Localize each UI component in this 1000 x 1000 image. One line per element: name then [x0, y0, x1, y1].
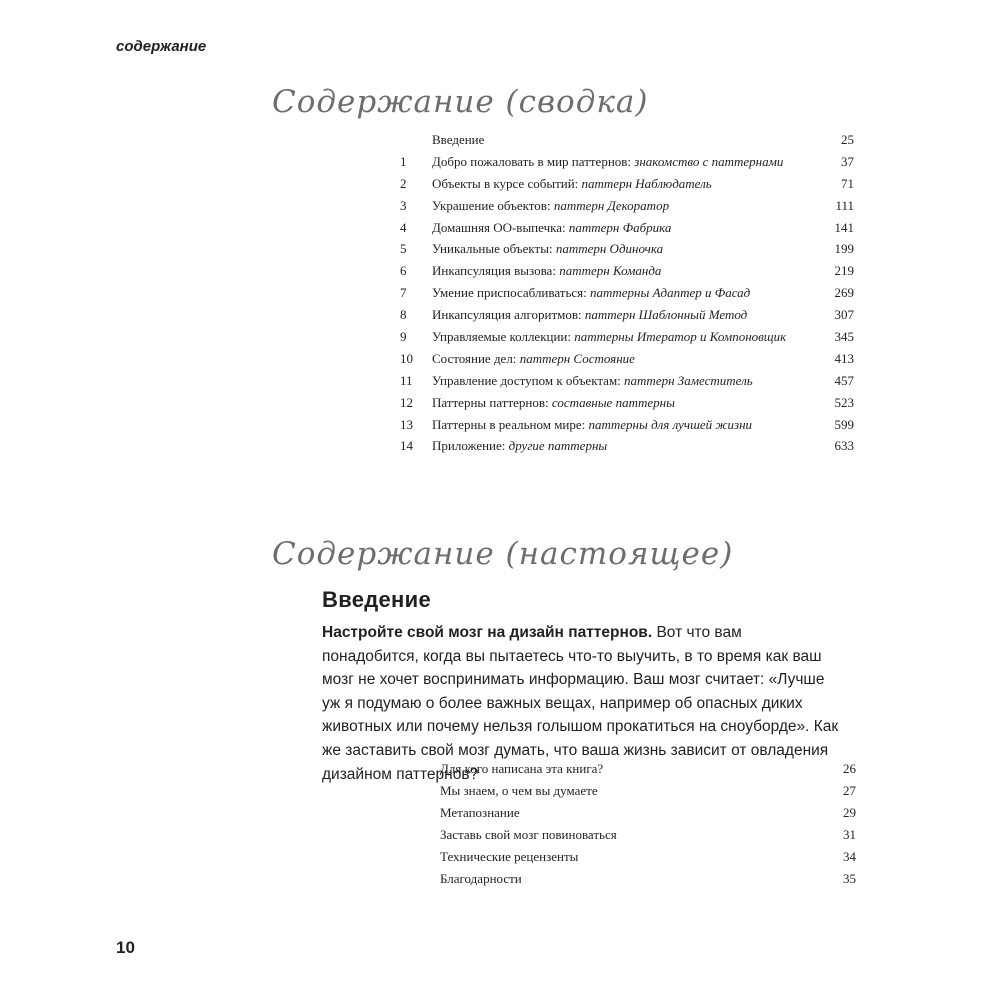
chapter-title-wrap	[432, 438, 835, 454]
intro-heading: Введение	[322, 587, 432, 612]
intro-body: Вот что вам понадобится, когда вы пытаетесь что-то выучить, в то время как ваш мозг не хочет воспринимать информацию. Ваш мозг считает: «Лучше уж я подумаю о более важных вещах, например об опасных диких животных или почему нельзя голышом прокатиться на сноуборде». Как же заставить свой мозг думать, что ваша жизнь зависит от овладения дизайном паттернов?	[322, 624, 839, 783]
toc-entry	[400, 260, 854, 282]
chapter-title-wrap	[432, 241, 835, 257]
page-ref: 413	[834, 350, 854, 366]
toc-entry	[400, 195, 854, 217]
page-ref: 141	[834, 219, 854, 235]
chapter-title-wrap	[432, 417, 835, 433]
page-ref: 37	[841, 153, 854, 169]
toc-entry	[400, 435, 854, 457]
page-ref: 71	[841, 175, 854, 191]
page-ref: 35	[843, 871, 856, 886]
subsection-title: Для кого написана эта книга?	[440, 761, 604, 776]
summary-toc	[400, 129, 854, 457]
chapter-title: Уникальные объекты:	[432, 241, 553, 257]
chapter-number: 8	[400, 307, 407, 323]
subsection-entry	[440, 824, 856, 846]
chapter-title-wrap	[432, 198, 835, 214]
toc-entry	[400, 217, 854, 239]
toc-entry	[400, 304, 854, 326]
chapter-subtitle: составные паттерны	[551, 394, 675, 410]
running-head: содержание	[116, 38, 207, 55]
chapter-number: 12	[400, 394, 413, 410]
chapter-number: 2	[400, 175, 407, 191]
detailed-toc-title: Содержание (настоящее)	[272, 536, 734, 572]
page-ref: 345	[834, 328, 854, 344]
chapter-title: Введение	[432, 131, 485, 147]
subsection-title: Благодарности	[440, 871, 522, 886]
intro-lead: Настройте свой мозг на дизайн паттернов.	[322, 624, 653, 641]
chapter-title-wrap	[432, 154, 841, 170]
chapter-number: 14	[400, 438, 413, 454]
chapter-title-wrap	[432, 329, 835, 345]
toc-entry	[400, 414, 854, 436]
chapter-title-wrap	[432, 285, 835, 301]
chapter-subtitle: паттерн Декоратор	[553, 197, 670, 213]
chapter-title-wrap	[432, 307, 835, 323]
page-ref: 25	[841, 131, 854, 147]
toc-entry	[400, 392, 854, 414]
chapter-number: 11	[400, 372, 413, 388]
chapter-number: 4	[400, 219, 407, 235]
page-ref: 26	[843, 761, 856, 776]
summary-toc-title: Содержание (сводка)	[272, 84, 649, 120]
subsection-entry	[440, 802, 856, 824]
chapter-subtitle: паттерн Фабрика	[568, 219, 672, 235]
chapter-title-wrap	[432, 132, 841, 148]
chapter-title-wrap	[432, 263, 835, 279]
page-ref: 599	[834, 416, 854, 432]
subsection-title: Метапознание	[440, 805, 520, 820]
chapter-subtitle: паттерн Шаблонный Метод	[584, 307, 748, 323]
page-ref: 29	[843, 805, 856, 820]
chapter-title: Украшение объектов:	[432, 197, 551, 213]
chapter-title-wrap	[432, 395, 835, 411]
chapter-title-wrap	[432, 351, 835, 367]
subsection-entry	[440, 868, 856, 890]
chapter-subtitle: паттерны для лучшей жизни	[588, 416, 753, 432]
subsection-title: Мы знаем, о чем вы думаете	[440, 783, 598, 798]
chapter-subtitle: паттерны Итератор и Компоновщик	[574, 328, 787, 344]
page-ref: 34	[843, 849, 856, 864]
page-ref: 633	[834, 438, 854, 454]
chapter-title: Паттерны паттернов:	[432, 394, 549, 410]
page-ref: 307	[834, 307, 854, 323]
chapter-subtitle: другие паттерны	[508, 438, 608, 454]
subsection-title: Заставь свой мозг повиноваться	[440, 827, 617, 842]
chapter-title: Управление доступом к объектам:	[432, 372, 621, 388]
chapter-subtitle: паттерн Заместитель	[624, 372, 753, 388]
chapter-subtitle: паттерн Состояние	[519, 350, 635, 366]
page-ref: 111	[835, 197, 854, 213]
chapter-title: Объекты в курсе событий:	[432, 175, 579, 191]
chapter-number: 9	[400, 328, 407, 344]
chapter-title-wrap	[432, 373, 835, 389]
chapter-title: Домашняя ОО-выпечка:	[432, 219, 566, 235]
subsection-title: Технические рецензенты	[440, 849, 579, 864]
subsection-entry	[440, 846, 856, 868]
chapter-title: Приложение:	[432, 438, 506, 454]
chapter-number: 1	[400, 153, 407, 169]
chapter-number: 13	[400, 416, 413, 432]
page-ref: 27	[843, 783, 856, 798]
toc-entry	[400, 282, 854, 304]
page-ref: 219	[834, 263, 854, 279]
page-ref: 199	[834, 241, 854, 257]
chapter-title-wrap	[432, 176, 841, 192]
chapter-title: Инкапсуляция вызова:	[432, 263, 556, 279]
chapter-title: Состояние дел:	[432, 350, 517, 366]
chapter-title: Управляемые коллекции:	[432, 328, 572, 344]
chapter-title: Добро пожаловать в мир паттернов:	[432, 153, 632, 169]
toc-entry	[400, 173, 854, 195]
toc-entry	[400, 326, 854, 348]
chapter-number: 7	[400, 285, 407, 301]
page-ref: 269	[834, 285, 854, 301]
subsection-entry	[440, 780, 856, 802]
chapter-number: 5	[400, 241, 407, 257]
chapter-number: 3	[400, 197, 407, 213]
chapter-title: Умение приспосабливаться:	[432, 285, 587, 301]
page-ref: 31	[843, 827, 856, 842]
chapter-subtitle: паттерн Наблюдатель	[581, 175, 712, 191]
chapter-title: Инкапсуляция алгоритмов:	[432, 307, 582, 323]
chapter-title-wrap	[432, 220, 835, 236]
chapter-subtitle: знакомство с паттернами	[634, 153, 784, 169]
chapter-title: Паттерны в реальном мире:	[432, 416, 586, 432]
chapter-subtitle: паттерн Одиночка	[555, 241, 664, 257]
page-ref: 457	[834, 372, 854, 388]
toc-entry	[400, 129, 854, 151]
page-ref: 523	[834, 394, 854, 410]
chapter-subtitle: паттерны Адаптер и Фасад	[590, 285, 751, 301]
chapter-number: 10	[400, 350, 413, 366]
page-number: 10	[116, 938, 135, 957]
toc-entry	[400, 238, 854, 260]
intro-subsections	[440, 758, 856, 890]
toc-entry	[400, 151, 854, 173]
subsection-entry	[440, 758, 856, 780]
chapter-subtitle: паттерн Команда	[559, 263, 662, 279]
toc-entry	[400, 370, 854, 392]
toc-entry	[400, 348, 854, 370]
chapter-number: 6	[400, 263, 407, 279]
